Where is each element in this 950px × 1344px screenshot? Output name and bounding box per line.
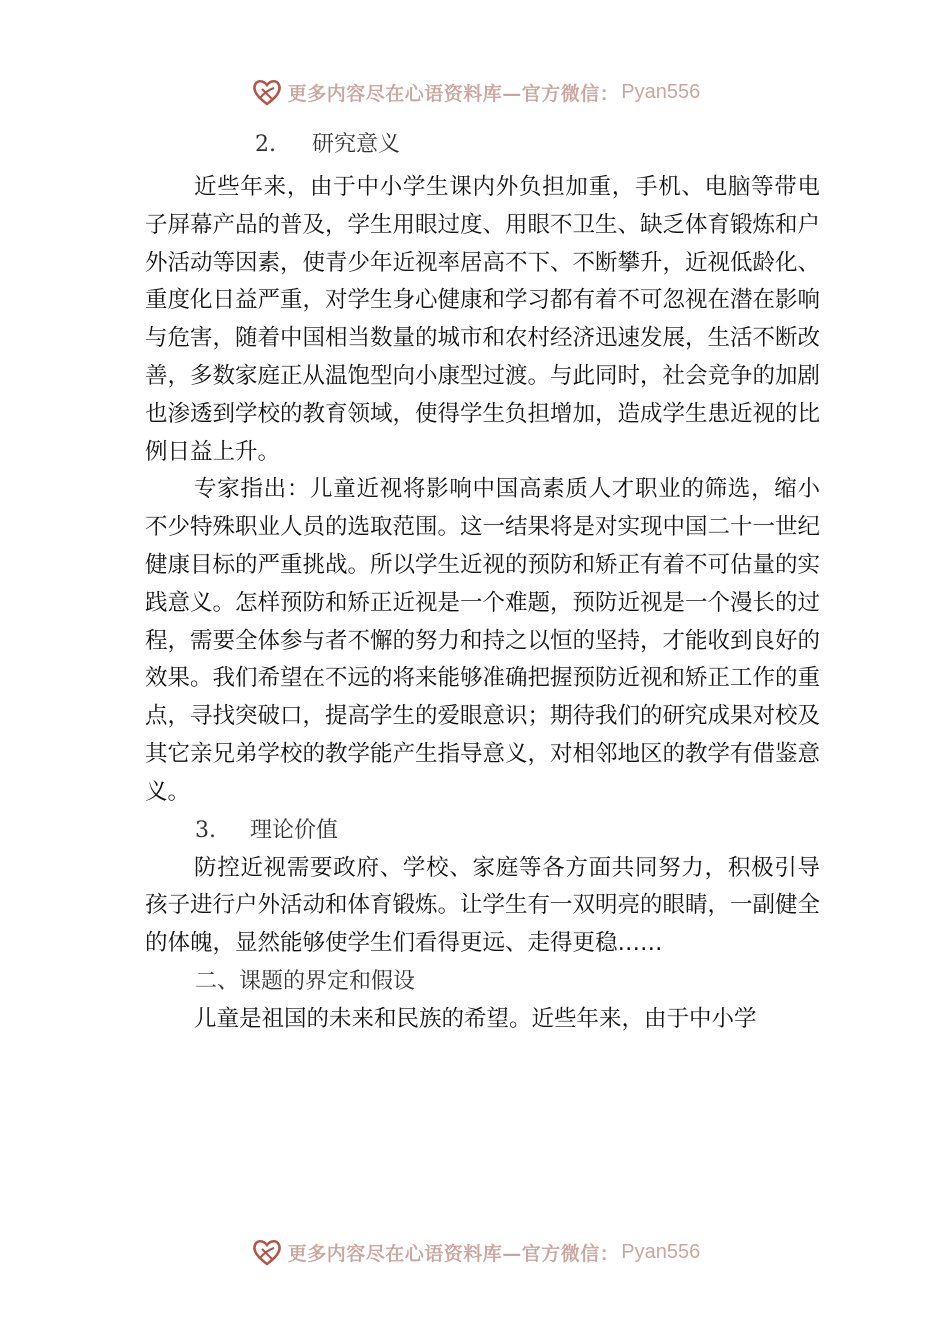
paragraph: 防控近视需要政府、学校、家庭等各方面共同努力，积极引导孩子进行户外活动和体育锻炼。让学生有一双明亮的眼睛，一副健全的体魄，显然能够使学生们看得更远、走得更稳…… (145, 854, 821, 957)
watermark-text: 更多内容尽在心语资料库—官方微信： (287, 1242, 620, 1265)
watermark-text: 更多内容尽在心语资料库—官方微信： (287, 82, 620, 105)
heading-title: 理论价值 (250, 817, 339, 843)
heading-number: 3. (195, 817, 216, 843)
heart-logo-icon (250, 75, 284, 109)
heading-number: 2. (255, 132, 276, 157)
header-watermark (0, 72, 950, 112)
paragraph: 专家指出：儿童近视将影响中国高素质人才职业的筛选，缩小不少特殊职业人员的选取范围。这一结果将是对实现中国二十一世纪健康目标的严重挑战。所以学生近视的预防和矫正有着不可估量的实践意义。怎样预防和矫正近视是一个难题，预防近视是一个漫长的过程，需要全体参与者不懈的努力和持之以恒的坚持，才能收到良好的效果。我们希望在不远的将来能够准确把握预防近视和矫正工作的重点，寻找突破口，提高学生的爱眼意识；期待我们的研究成果对校及其它亲兄弟学校的教学能产生指导意义，对相邻地区的教学有借鉴意义。 (145, 476, 821, 805)
watermark-wechat-id: Pyan556 (621, 1240, 701, 1263)
document-body (145, 126, 820, 1039)
paragraph: 近些年来，由于中小学生课内外负担加重，手机、电脑等带电子屏幕产品的普及，学生用眼过度、用眼不卫生、缺乏体育锻炼和户外活动等因素，使青少年近视率居高不下、不断攀升，近视低龄化、重度化日益严重，对学生身心健康和学习都有着不可忽视在潜在影响与危害，随着中国相当数量的城市和农村经济迅速发展，生活不断改善，多数家庭正从温饱型向小康型过渡。与此同时，社会竞争的加剧也渗透到学校的教育领域，使得学生负担增加，造成学生患近视的比例日益上升。 (145, 174, 821, 465)
paragraph: 儿童是祖国的未来和民族的希望。近些年来，由于中小学 (194, 1005, 757, 1032)
footer-watermark (0, 1232, 950, 1272)
section-heading-definition-hypothesis: 二、课题的界定和假设 (195, 968, 416, 994)
watermark-wechat-id: Pyan556 (621, 80, 701, 103)
heart-logo-icon (250, 1235, 284, 1269)
heading-title: 研究意义 (312, 132, 401, 157)
section-heading-research-significance (145, 126, 820, 164)
section-heading-theoretical-value (145, 812, 820, 850)
